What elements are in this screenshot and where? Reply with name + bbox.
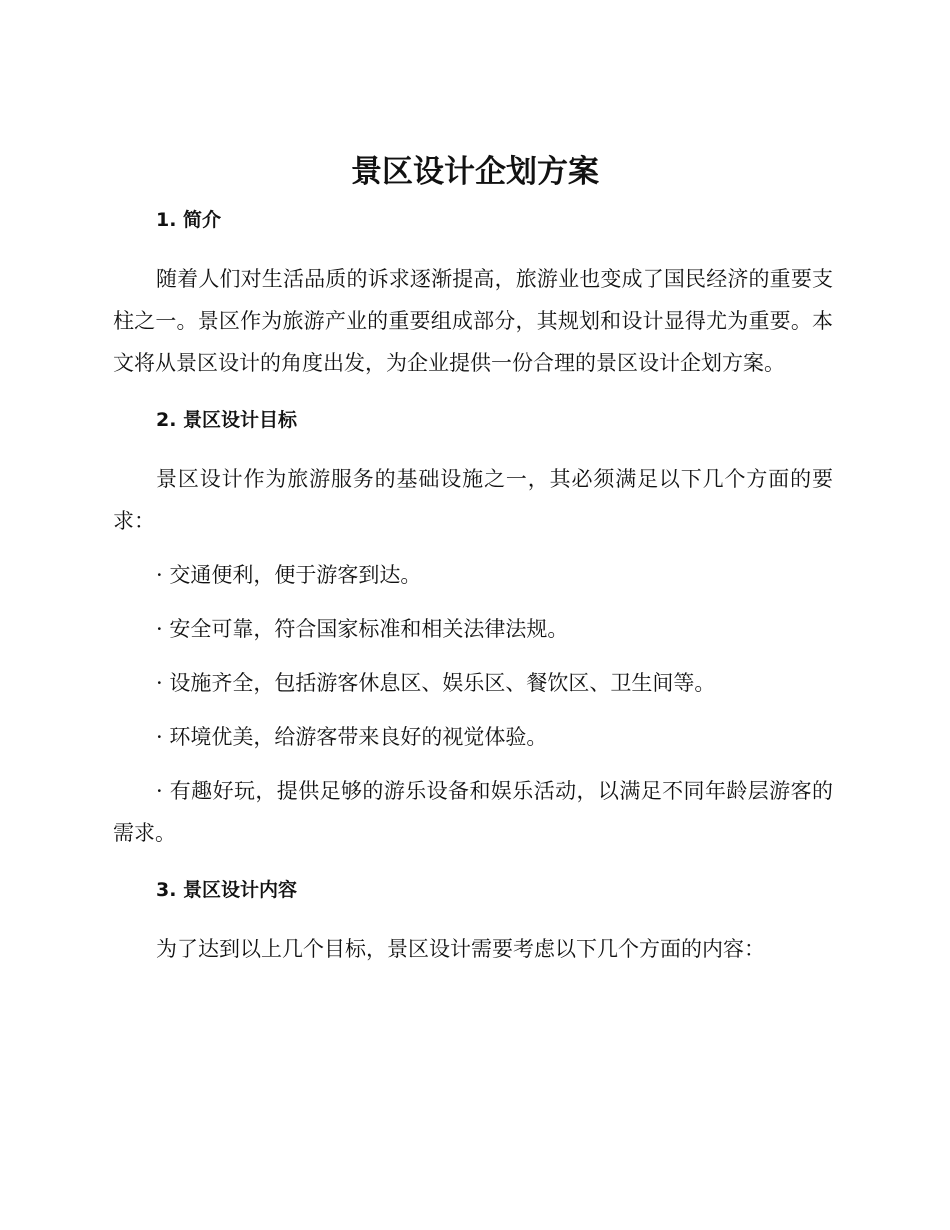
goal-bullet-item: · 有趣好玩，提供足够的游乐设备和娱乐活动，以满足不同年龄层游客的需求。	[113, 779, 833, 845]
goals-paragraph: 景区设计作为旅游服务的基础设施之一，其必须满足以下几个方面的要求：	[113, 467, 833, 533]
goal-bullet-item: · 环境优美，给游客带来良好的视觉体验。	[156, 725, 548, 749]
section-heading-goals: 2. 景区设计目标	[156, 409, 298, 431]
document-title: 景区设计企划方案	[351, 154, 599, 190]
goal-bullet-item: · 安全可靠，符合国家标准和相关法律法规。	[156, 617, 569, 641]
intro-paragraph: 随着人们对生活品质的诉求逐渐提高，旅游业也变成了国民经济的重要支柱之一。景区作为旅游产业的重要组成部分，其规划和设计显得尤为重要。本文将从景区设计的角度出发，为企业提供一份合理的景区设计企划方案。	[113, 267, 833, 375]
goal-bullet-item: · 设施齐全，包括游客休息区、娱乐区、餐饮区、卫生间等。	[156, 671, 716, 695]
document-body	[113, 202, 833, 970]
content-paragraph: 为了达到以上几个目标，景区设计需要考虑以下几个方面的内容：	[156, 937, 765, 961]
goal-bullet-item: · 交通便利，便于游客到达。	[156, 563, 422, 587]
section-heading-content: 3. 景区设计内容	[156, 879, 298, 901]
section-heading-intro: 1. 简介	[156, 209, 222, 231]
